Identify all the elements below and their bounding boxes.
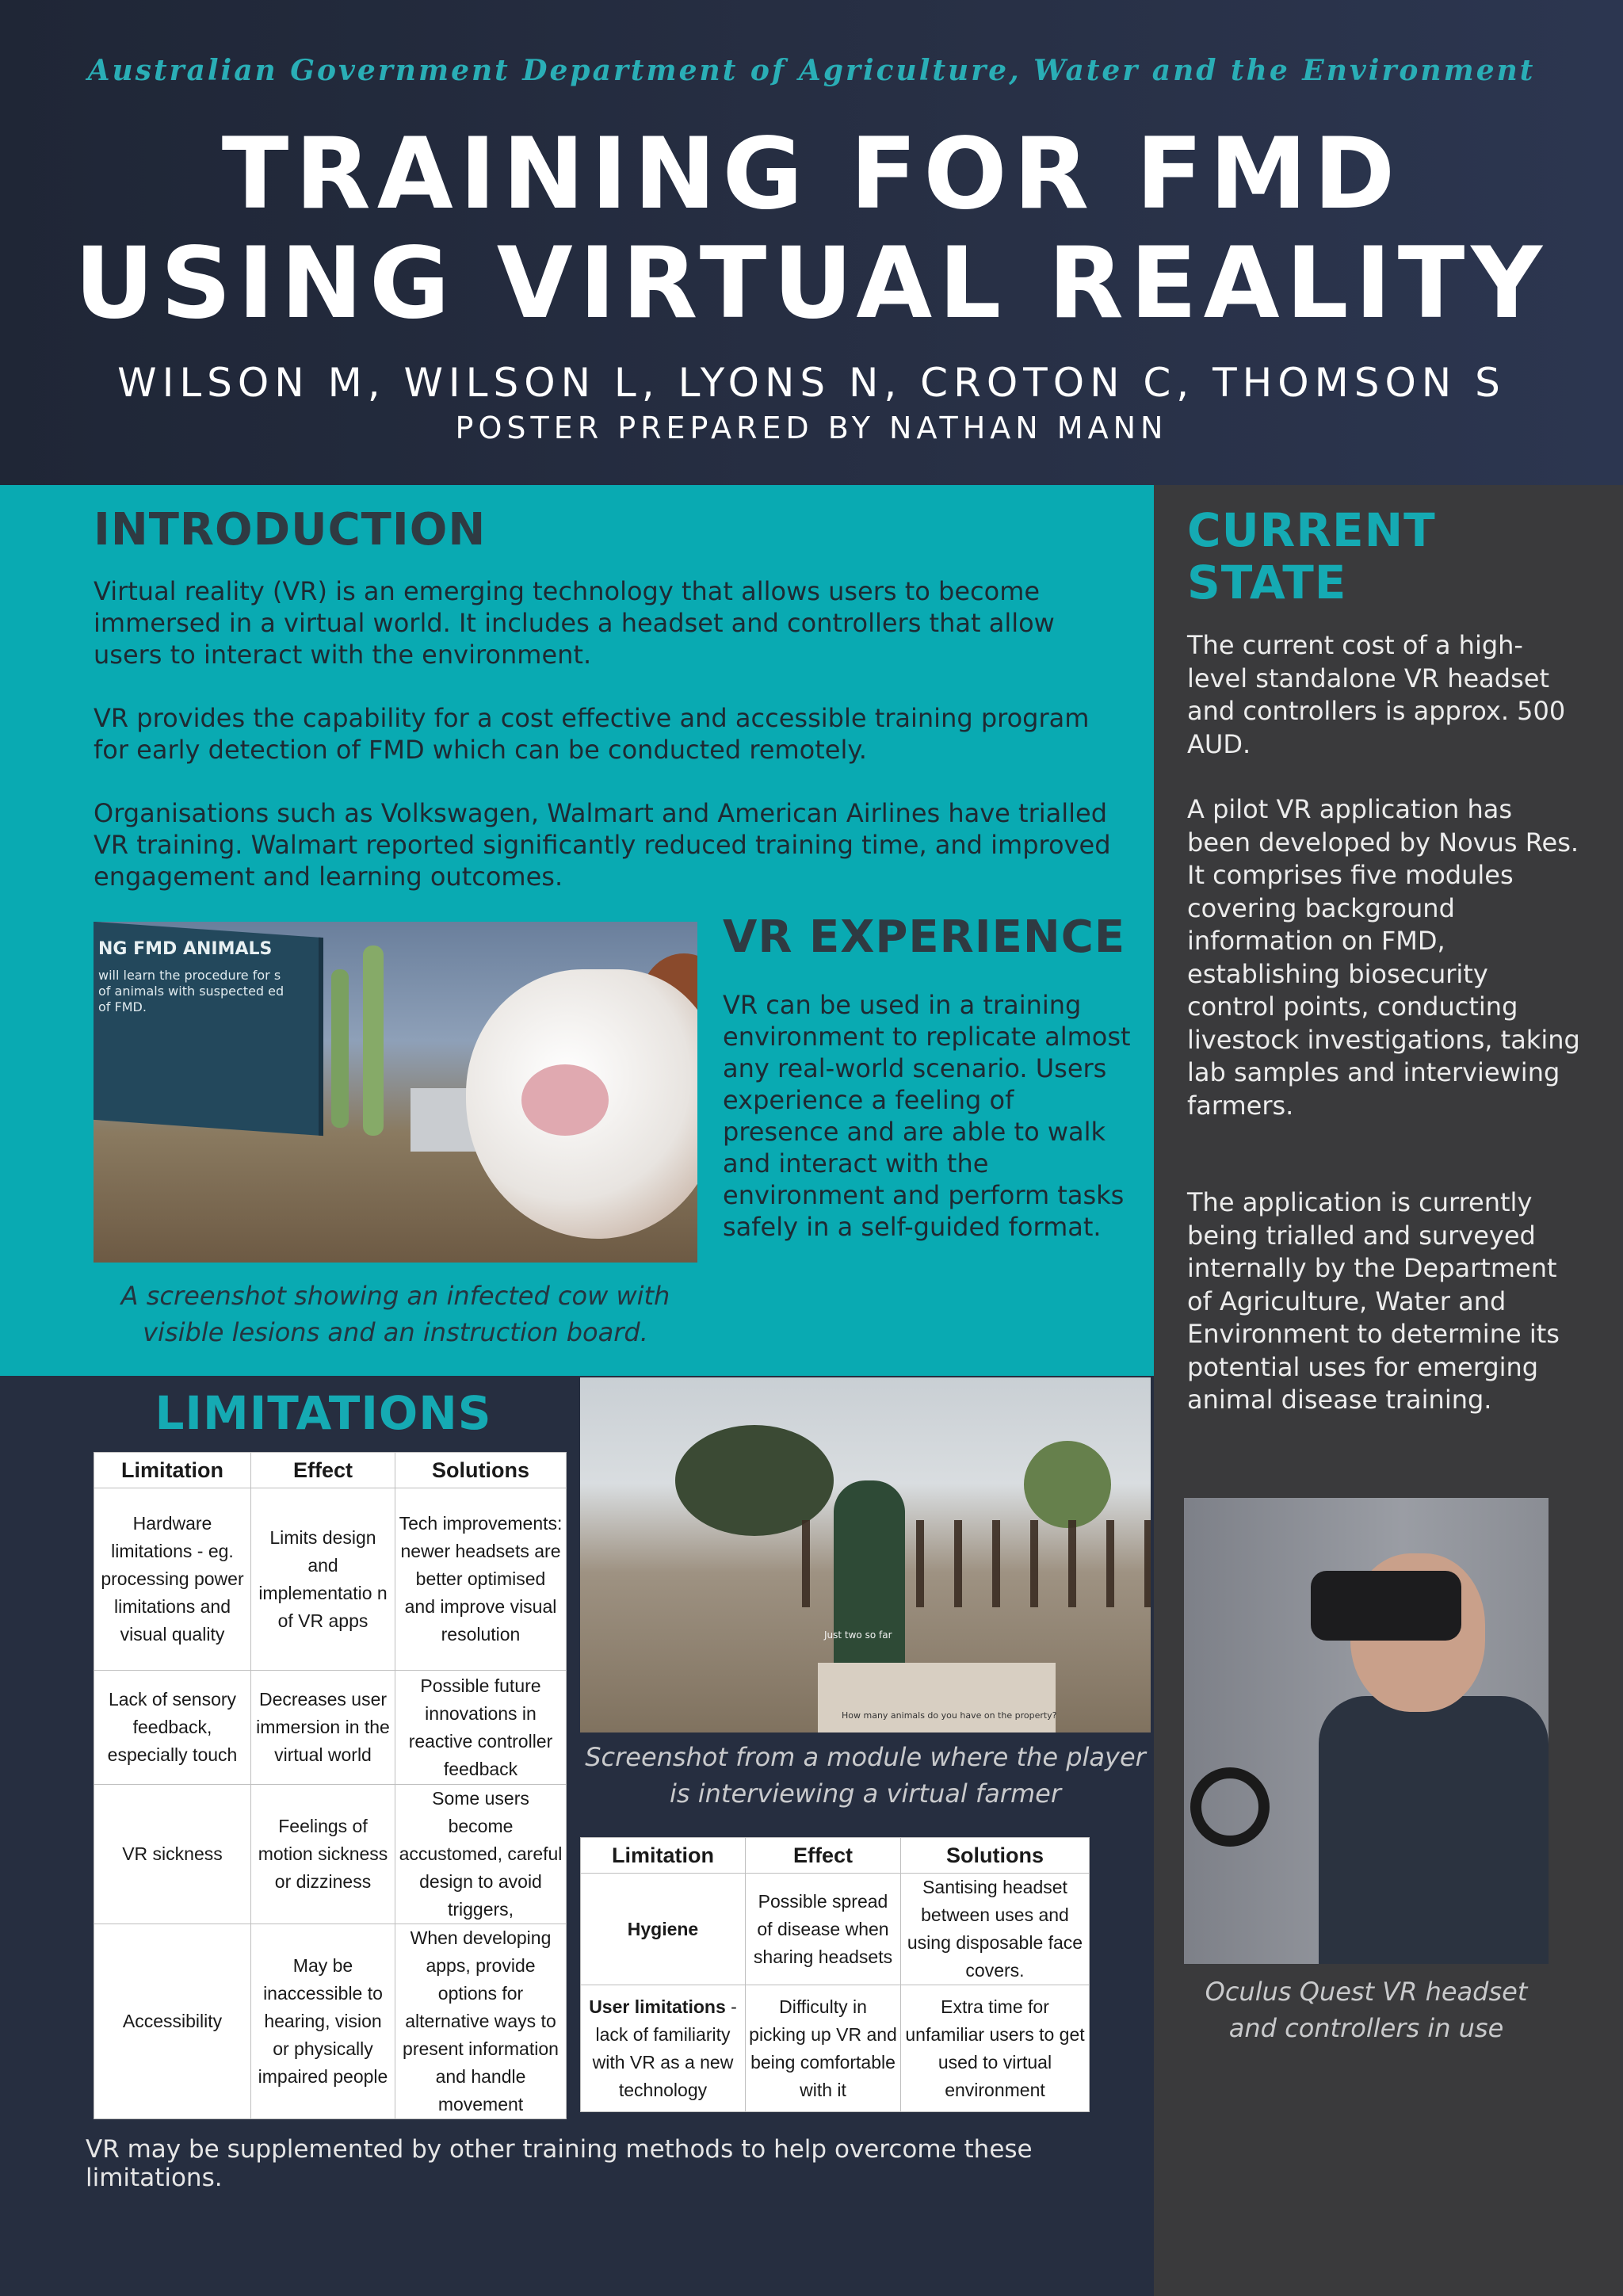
introduction-heading: INTRODUCTION [94, 504, 487, 556]
table-cell [581, 1874, 746, 1985]
column-header: Limitation [94, 1453, 251, 1488]
table-cell: May be inaccessible to hearing, vision or physically impaired people [251, 1924, 395, 2119]
farmer-image-caption: Screenshot from a module where the player is interviewing a virtual farmer [585, 1742, 1146, 1809]
current-state-paragraph: The application is currently being trialled and surveyed internally by the Department of Agriculture, Water and Environment to determine its potential uses for emerging animal disease training. [1187, 1187, 1560, 1415]
farmer-speech: Just two so far [824, 1629, 892, 1641]
tree [363, 946, 384, 1136]
table-row [94, 1488, 567, 1671]
oculus-image-caption: Oculus Quest VR headset and controllers in use [1205, 1977, 1528, 2043]
column-header: Solutions [395, 1453, 567, 1488]
person-body [1319, 1696, 1549, 1964]
table-cell: VR sickness [94, 1785, 251, 1924]
table-cell: Hardware limitations - eg. processing power limitations and visual quality [94, 1488, 251, 1671]
column-header: Limitation [581, 1838, 746, 1874]
table-cell: Decreases user immersion in the virtual world [251, 1671, 395, 1785]
table-cell: Extra time for unfamiliar users to get used to virtual environment [901, 1985, 1090, 2112]
poster-title-line-2: USING VIRTUAL REALITY [74, 227, 1549, 341]
limitation-detail: - lack of familiarity with VR as a new technology [592, 1996, 737, 2100]
virtual-farmer-screenshot [580, 1377, 1151, 1733]
table-cell: When developing apps, provide options for alternative ways to present information and handle movement [395, 1924, 567, 2119]
tree [675, 1425, 834, 1536]
limitations-footnote: VR may be supplemented by other training methods to help overcome these limitations. [86, 2135, 1033, 2192]
oculus-headset-photo [1184, 1498, 1549, 1964]
cow-image-caption: A screenshot showing an infected cow with visible lesions and an instruction board. [120, 1281, 670, 1347]
table-cell: Tech improvements: newer headsets are better optimised and improve visual resolution [395, 1488, 567, 1671]
limitations-table [94, 1452, 567, 2119]
table-cell: Lack of sensory feedback, especially touch [94, 1671, 251, 1785]
limitation-name: User limitations [589, 1996, 726, 2017]
vr-headset-icon [1311, 1571, 1461, 1641]
table-cell: Difficulty in picking up VR and being comfortable with it [746, 1985, 901, 2112]
table-cell [581, 1985, 746, 2112]
column-header: Solutions [901, 1838, 1090, 1874]
limitations-table-2 [580, 1837, 1090, 2112]
introduction-paragraph: Virtual reality (VR) is an emerging technology that allows users to become immersed in a virtual world. It includes a headset and controllers that allow users to interact with the environment. [94, 576, 1055, 670]
column-header: Effect [746, 1838, 901, 1874]
table-cell: Some users become accustomed, careful design to avoid triggers, [395, 1785, 567, 1924]
table-cell: Limits design and implementatio n of VR apps [251, 1488, 395, 1671]
table-row [94, 1785, 567, 1924]
instruction-board-title: NG FMD ANIMALS [98, 939, 273, 959]
tree [331, 969, 349, 1128]
department-name: Australian Government Department of Agriculture, Water and the Environment [87, 54, 1536, 87]
introduction-paragraph: Organisations such as Volkswagen, Walmart and American Airlines have trialled VR training. Walmart reported significantly reduced training time, and improved engagement and learning outcomes. [94, 798, 1111, 892]
table-cell: Feelings of motion sickness or dizziness [251, 1785, 395, 1924]
cow-nose [521, 1064, 609, 1136]
poster-title-line-1: TRAINING FOR FMD [221, 117, 1402, 231]
table-cell: Accessibility [94, 1924, 251, 2119]
question-box [818, 1663, 1056, 1733]
prepared-by: POSTER PREPARED BY NATHAN MANN [455, 411, 1168, 445]
question-text: How many animals do you have on the property? [842, 1710, 1057, 1721]
limitations-heading: LIMITATIONS [155, 1386, 492, 1440]
column-header: Effect [251, 1453, 395, 1488]
current-state-paragraph: A pilot VR application has been developed by Novus Res. It comprises five modules covering background information on FMD, establishing biosecurity control points, conducting livestock investigations, taking lab samples and interviewing farmers. [1187, 794, 1580, 1121]
table-row [94, 1924, 567, 2119]
table-header-row [581, 1838, 1090, 1874]
table-cell: Possible future innovations in reactive controller feedback [395, 1671, 567, 1785]
virtual-farmer [834, 1480, 905, 1671]
vr-experience-text: VR can be used in a training environment to replicate almost any real-world scenario. Users experience a feeling of presence and are able to walk and interact with the environment and perform tasks safely in a self-guided format. [723, 990, 1131, 1242]
vr-experience-heading: VR EXPERIENCE [723, 911, 1126, 963]
table-cell: Possible spread of disease when sharing headsets [746, 1874, 901, 1985]
infected-cow-screenshot [94, 922, 697, 1263]
introduction-paragraph: VR provides the capability for a cost effective and accessible training program for early detection of FMD which can be conducted remotely. [94, 703, 1090, 765]
table-header-row [94, 1453, 567, 1488]
instruction-board-text: will learn the procedure for s of animals with suspected ed of FMD. [98, 968, 285, 1014]
table-row [581, 1874, 1090, 1985]
tree [1024, 1441, 1111, 1528]
current-state-paragraph: The current cost of a high-level standalone VR headset and controllers is approx. 500 AUD. [1187, 630, 1566, 759]
table-row [94, 1671, 567, 1785]
table-cell: Santising headset between uses and using disposable face covers. [901, 1874, 1090, 1985]
authors: WILSON M, WILSON L, LYONS N, CROTON C, THOMSON S [117, 360, 1506, 406]
vr-controller-icon [1190, 1767, 1270, 1847]
limitation-name: Hygiene [627, 1918, 699, 1939]
current-state-heading: CURRENT STATE [1187, 503, 1436, 609]
table-row [581, 1985, 1090, 2112]
